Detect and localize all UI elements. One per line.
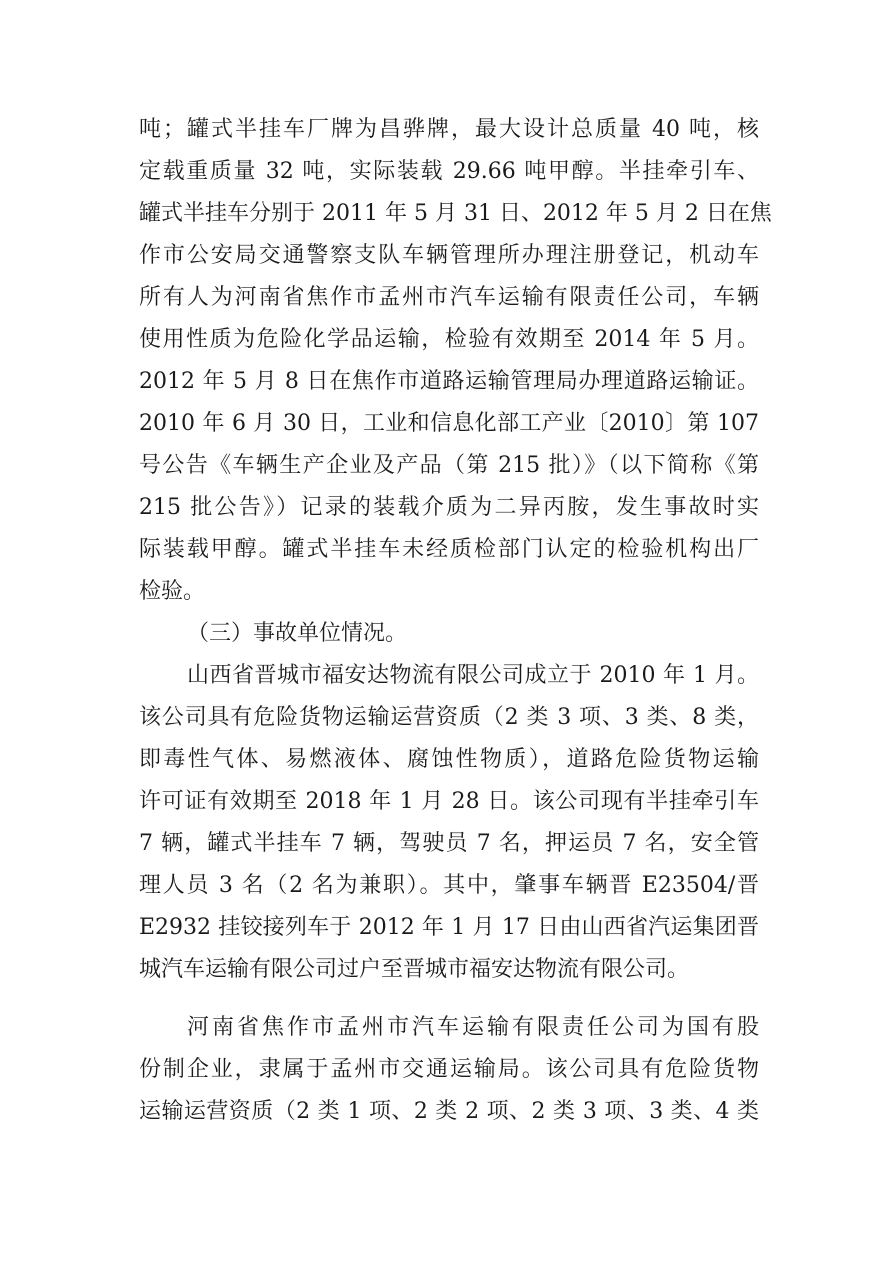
- text-line: 2010 年 6 月 30 日，工业和信息化部工产业〔2010〕第 107: [139, 411, 759, 436]
- text-line: 所有人为河南省焦作市孟州市汽车运输有限责任公司，车辆: [139, 285, 759, 310]
- text-line: 份制企业，隶属于孟州市交通运输局。该公司具有危险货物: [139, 1057, 759, 1082]
- text-line: 山西省晋城市福安达物流有限公司成立于 2010 年 1 月。: [187, 663, 759, 688]
- text-line: 城汽车运输有限公司过户至晋城市福安达物流有限公司。: [139, 957, 690, 982]
- text-line: 即毒性气体、易燃液体、腐蚀性物质），道路危险货物运输: [139, 747, 759, 772]
- text-line: 运输运营资质（2 类 1 项、2 类 2 项、2 类 3 项、3 类、4 类: [139, 1099, 759, 1124]
- section-heading: （三）事故单位情况。: [187, 621, 408, 646]
- text-line: 河南省焦作市孟州市汽车运输有限责任公司为国有股: [187, 1015, 759, 1040]
- text-line: 215 批公告》）记录的装载介质为二异丙胺，发生事故时实: [139, 495, 759, 520]
- text-line: 际装载甲醇。罐式半挂车未经质检部门认定的检验机构出厂: [139, 537, 759, 562]
- text-line: 该公司具有危险货物运输运营资质（2 类 3 项、3 类、8 类，: [139, 705, 759, 730]
- text-line: 号公告《车辆生产企业及产品（第 215 批）》（以下简称《第: [139, 453, 759, 478]
- text-line: 理人员 3 名（2 名为兼职）。其中，肇事车辆晋 E23504/晋: [139, 873, 759, 898]
- text-line: 定载重质量 32 吨，实际装载 29.66 吨甲醇。半挂牵引车、: [139, 159, 759, 184]
- text-line: 7 辆，罐式半挂车 7 辆，驾驶员 7 名，押运员 7 名，安全管: [139, 831, 759, 856]
- text-line: 使用性质为危险化学品运输，检验有效期至 2014 年 5 月。: [139, 327, 759, 352]
- text-line: 罐式半挂车分别于 2011 年 5 月 31 日、2012 年 5 月 2 日在焦: [139, 201, 772, 226]
- text-line: 许可证有效期至 2018 年 1 月 28 日。该公司现有半挂牵引车: [139, 789, 759, 814]
- text-line: 作市公安局交通警察支队车辆管理所办理注册登记，机动车: [139, 243, 759, 268]
- text-line: 检验。: [139, 579, 206, 604]
- text-line: 吨；罐式半挂车厂牌为昌骅牌，最大设计总质量 40 吨，核: [139, 117, 759, 142]
- text-line: E2932 挂铰接列车于 2012 年 1 月 17 日由山西省汽运集团晋: [139, 915, 759, 940]
- text-line: 2012 年 5 月 8 日在焦作市道路运输管理局办理道路运输证。: [139, 369, 759, 394]
